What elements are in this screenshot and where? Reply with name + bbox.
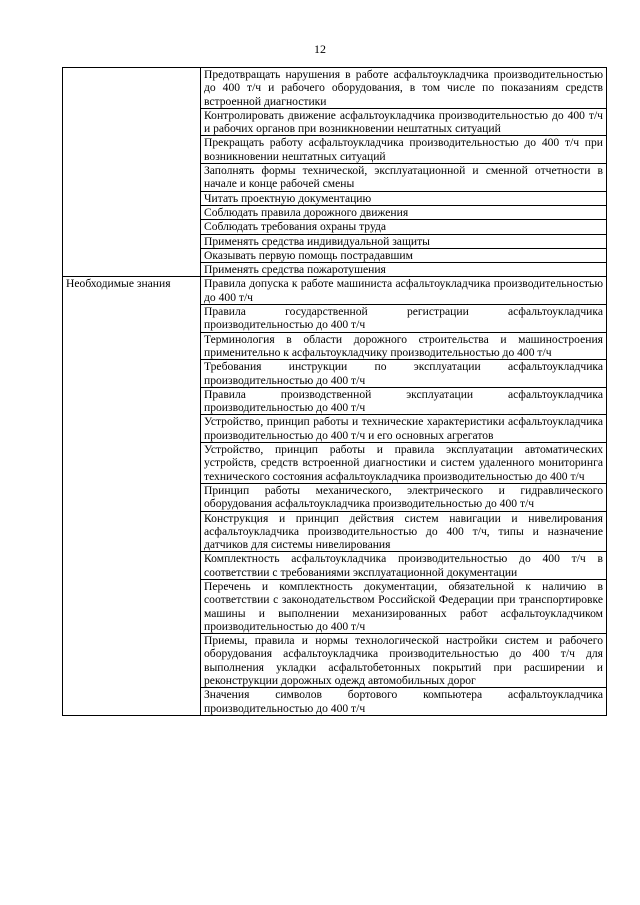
table-row: [63, 68, 607, 109]
table-cell: Применять средства индивидуальной защиты: [201, 234, 607, 248]
table-cell: Приемы, правила и нормы технологической настройки систем и рабочего оборудования асфальтоукладчика производительностью до 400 т/ч для выполнения укладки асфальтобетонных покрытий при расширении и реконструкции дорожных одежд автомобильных дорог: [201, 634, 607, 688]
skills-label-cell: [63, 68, 201, 277]
table-cell: Принцип работы механического, электрического и гидравлического оборудования асфальтоукладчика производительностью до 400 т/ч: [201, 483, 607, 511]
table-cell: Применять средства пожаротушения: [201, 263, 607, 277]
knowledge-label: Необходимые знания: [66, 277, 171, 291]
table-cell: Устройство, принцип работы и правила эксплуатации автоматических устройств, средств встроенной диагностики и систем удаленного мониторинга технического состояния асфальтоукладчика производительностью до 400 т/ч: [201, 443, 607, 484]
table-cell: Предотвращать нарушения в работе асфальтоукладчика производительностью до 400 т/ч и рабочего оборудования, в том числе по показаниям средств встроенной диагностики: [201, 68, 607, 109]
table-cell: Конструкция и принцип действия систем навигации и нивелирования асфальтоукладчика производительностью до 400 т/ч, типы и назначение датчиков для системы нивелирования: [201, 511, 607, 552]
table-cell: Перечень и комплектность документации, обязательной к наличию в соответствии с законодательством Российской Федерации при транспортировке машины и выполнении механизированных работ асфальтоукладчиком производительностью до 400 т/ч: [201, 579, 607, 633]
requirements-table: [62, 67, 607, 716]
page-number: 12: [314, 42, 326, 56]
table-row: [63, 277, 607, 305]
table-cell: Соблюдать правила дорожного движения: [201, 205, 607, 219]
table-cell: Соблюдать требования охраны труда: [201, 220, 607, 234]
table-cell: Контролировать движение асфальтоукладчика производительностью до 400 т/ч и рабочих органов при возникновении нештатных ситуаций: [201, 108, 607, 136]
table-cell: Прекращать работу асфальтоукладчика производительностью до 400 т/ч при возникновении нештатных ситуаций: [201, 136, 607, 164]
table-cell: Значения символов бортового компьютера асфальтоукладчика производительностью до 400 т/ч: [201, 688, 607, 716]
table-cell: Правила производственной эксплуатации асфальтоукладчика производительностью до 400 т/ч: [201, 387, 607, 415]
table-cell: Читать проектную документацию: [201, 191, 607, 205]
table-cell: Комплектность асфальтоукладчика производительностью до 400 т/ч в соответствии с требованиями эксплуатационной документации: [201, 552, 607, 580]
table-cell: Устройство, принцип работы и технические характеристики асфальтоукладчика производительностью до 400 т/ч и его основных агрегатов: [201, 415, 607, 443]
table-cell: Требования инструкции по эксплуатации асфальтоукладчика производительностью до 400 т/ч: [201, 360, 607, 388]
table-cell: Заполнять формы технической, эксплуатационной и сменной отчетности в начале и конце рабочей смены: [201, 164, 607, 192]
knowledge-label-cell: [63, 277, 201, 716]
table-cell: Терминология в области дорожного строительства и машиностроения применительно к асфальтоукладчику производительностью до 400 т/ч: [201, 332, 607, 360]
table-cell: Правила допуска к работе машиниста асфальтоукладчика производительностью до 400 т/ч: [201, 277, 607, 305]
table-cell: Правила государственной регистрации асфальтоукладчика производительностью до 400 т/ч: [201, 305, 607, 333]
table-cell: Оказывать первую помощь пострадавшим: [201, 248, 607, 262]
